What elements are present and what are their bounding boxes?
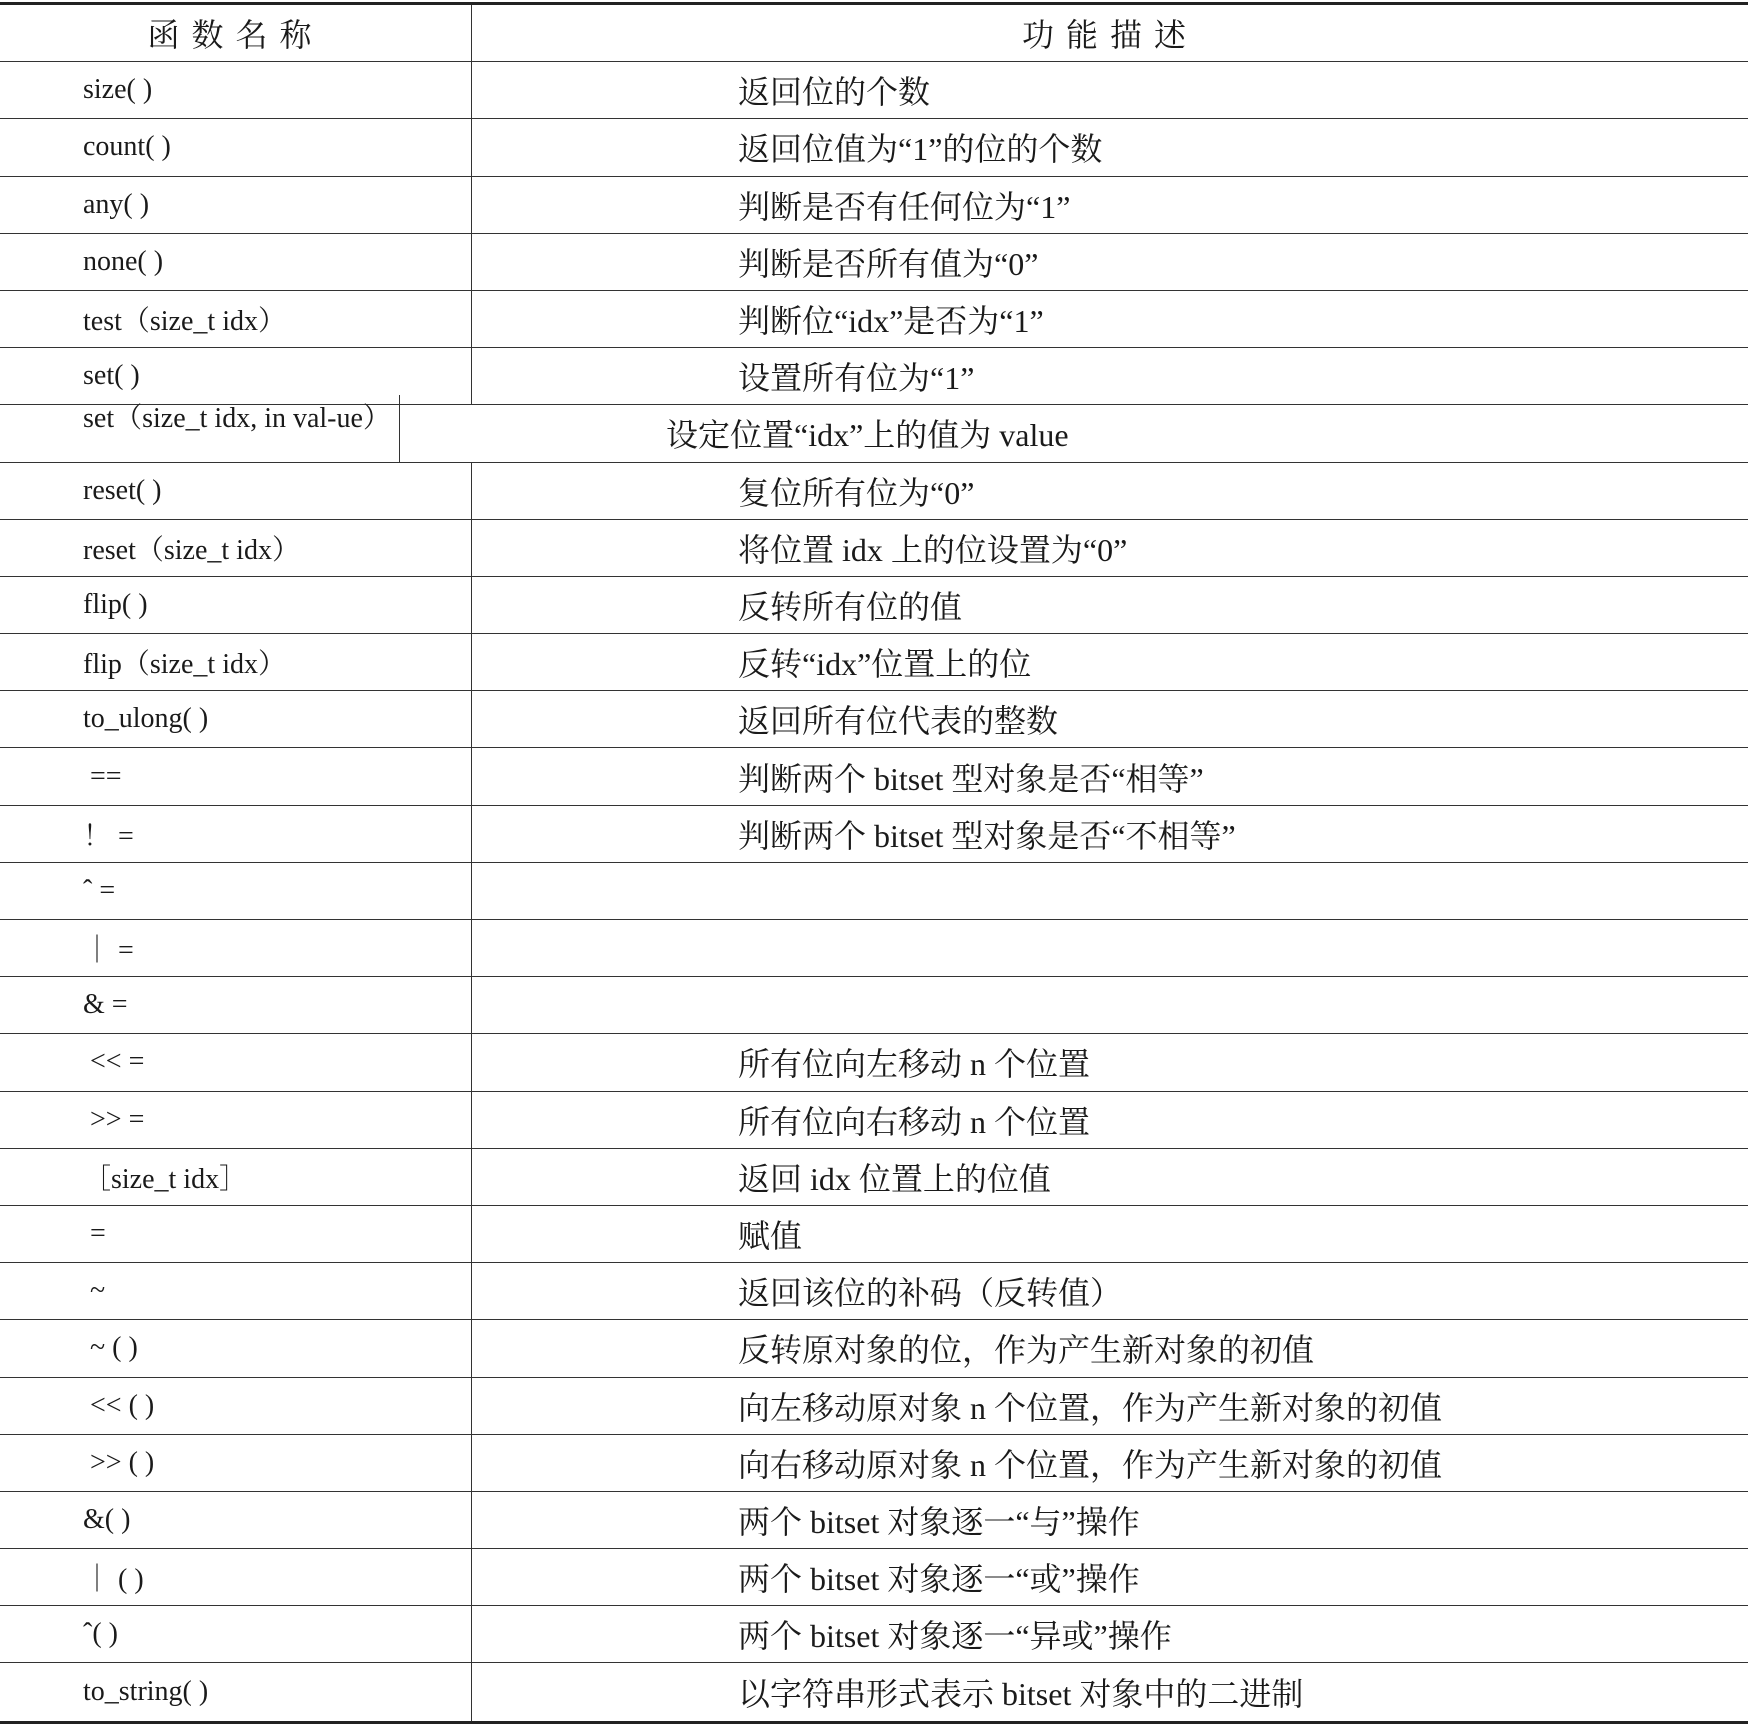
function-name-cell: ［size_t idx］ — [0, 1149, 472, 1205]
table-row — [0, 1492, 1748, 1549]
table-row — [0, 1606, 1748, 1663]
table-row — [0, 234, 1748, 291]
function-description-cell — [472, 977, 1748, 1033]
function-name-cell: size( ) — [0, 62, 472, 118]
table-row — [0, 520, 1748, 577]
function-description-cell: 返回位的个数 — [738, 74, 931, 111]
table-row — [0, 1092, 1748, 1149]
table-row — [0, 977, 1748, 1034]
function-name-cell: any( ) — [0, 177, 472, 233]
table-row — [0, 863, 1748, 920]
function-description-cell: 判断位“idx”是否为“1” — [738, 303, 1044, 340]
table-row — [0, 291, 1748, 348]
function-description-cell: 复位所有位为“0” — [738, 474, 975, 511]
table-row — [0, 806, 1748, 863]
function-description-cell: 判断是否所有值为“0” — [738, 245, 1039, 282]
function-name-cell: ｜ ( ) — [0, 1549, 472, 1605]
table-row — [0, 62, 1748, 119]
function-description-cell: 两个 bitset 对象逐一“与”操作 — [738, 1503, 1140, 1540]
header-function-name: 函数名称 — [0, 5, 472, 61]
table-row — [0, 1435, 1748, 1492]
function-description-cell: 判断两个 bitset 型对象是否“相等” — [738, 760, 1204, 797]
function-description-cell: 将位置 idx 上的位设置为“0” — [738, 531, 1128, 568]
function-name-cell: none( ) — [0, 234, 472, 290]
function-description-cell: 向右移动原对象 n 个位置，作为产生新对象的初值 — [738, 1446, 1443, 1483]
function-name-cell: to_ulong( ) — [0, 691, 472, 747]
function-description-cell: 设定位置“idx”上的值为 value — [666, 417, 1069, 454]
function-name-cell: reset( ) — [0, 463, 472, 519]
function-description-cell: 两个 bitset 对象逐一“或”操作 — [738, 1561, 1140, 1598]
table-row — [0, 1378, 1748, 1435]
function-name-cell: == — [0, 748, 472, 804]
table-row — [0, 748, 1748, 805]
function-description-cell: 向左移动原对象 n 个位置，作为产生新对象的初值 — [738, 1389, 1443, 1426]
function-name-cell: ｜ = — [0, 920, 472, 976]
function-name-cell: ~ ( ) — [0, 1320, 472, 1376]
table-row — [0, 634, 1748, 691]
function-name-cell: &( ) — [0, 1492, 472, 1548]
function-description-cell: 以字符串形式表示 bitset 对象中的二进制 — [738, 1676, 1304, 1713]
table-row — [0, 1149, 1748, 1206]
function-description-cell: 两个 bitset 对象逐一“异或”操作 — [738, 1618, 1172, 1655]
function-description-cell — [472, 920, 1748, 976]
table-body — [0, 62, 1748, 1720]
function-name-cell: << = — [0, 1034, 472, 1090]
function-name-cell: reset（size_t idx） — [0, 520, 472, 576]
function-description-cell: 判断是否有任何位为“1” — [738, 188, 1071, 225]
function-name-cell: flip（size_t idx） — [0, 634, 472, 690]
function-description-cell: 设置所有位为“1” — [738, 360, 975, 397]
function-description-cell: 返回所有位代表的整数 — [738, 703, 1059, 740]
table-row — [0, 920, 1748, 977]
function-name-cell: test（size_t idx） — [0, 291, 472, 347]
table-row — [0, 405, 1748, 462]
table-row — [0, 177, 1748, 234]
function-description-cell — [472, 863, 1748, 919]
table-row — [0, 119, 1748, 176]
table-row — [0, 463, 1748, 520]
function-description-cell: 判断两个 bitset 型对象是否“不相等” — [738, 817, 1236, 854]
function-description-cell: 返回位值为“1”的位的个数 — [738, 131, 1103, 168]
function-description-cell: 返回 idx 位置上的位值 — [738, 1160, 1051, 1197]
header-function-description: 功能描述 — [1021, 17, 1198, 54]
function-name-cell: count( ) — [0, 119, 472, 175]
function-name-cell: to_string( ) — [0, 1663, 472, 1720]
bitset-function-table — [0, 2, 1748, 1724]
function-name-cell: ！ = — [0, 806, 472, 862]
table-row — [0, 691, 1748, 748]
function-name-cell: = — [0, 1206, 472, 1262]
table-header-row — [0, 5, 1748, 62]
function-description-cell: 反转所有位的值 — [738, 588, 963, 625]
function-name-cell: flip( ) — [0, 577, 472, 633]
function-description-cell: 所有位向左移动 n 个位置 — [738, 1046, 1091, 1083]
table-row — [0, 1549, 1748, 1606]
table-row — [0, 1206, 1748, 1263]
function-description-cell: 所有位向右移动 n 个位置 — [738, 1103, 1091, 1140]
table-row — [0, 577, 1748, 634]
function-name-cell: ˆ = — [0, 863, 472, 919]
table-row — [0, 1034, 1748, 1091]
table-row — [0, 1320, 1748, 1377]
table-row — [0, 1663, 1748, 1720]
function-name-cell: & = — [0, 977, 472, 1033]
function-name-cell: >> ( ) — [0, 1435, 472, 1491]
function-name-cell: ˆ( ) — [0, 1606, 472, 1662]
function-description-cell: 返回该位的补码（反转值） — [738, 1275, 1123, 1312]
function-name-cell: >> = — [0, 1092, 472, 1148]
function-name-cell: ~ — [0, 1263, 472, 1319]
function-description-cell: 反转“idx”位置上的位 — [738, 646, 1032, 683]
function-description-cell: 赋值 — [738, 1218, 803, 1255]
function-name-cell: set( ) — [0, 348, 472, 404]
table-row — [0, 1263, 1748, 1320]
function-description-cell: 反转原对象的位，作为产生新对象的初值 — [738, 1332, 1315, 1369]
function-name-cell: << ( ) — [0, 1378, 472, 1434]
function-name-cell: set（size_t idx, in val-ue） — [0, 395, 400, 461]
